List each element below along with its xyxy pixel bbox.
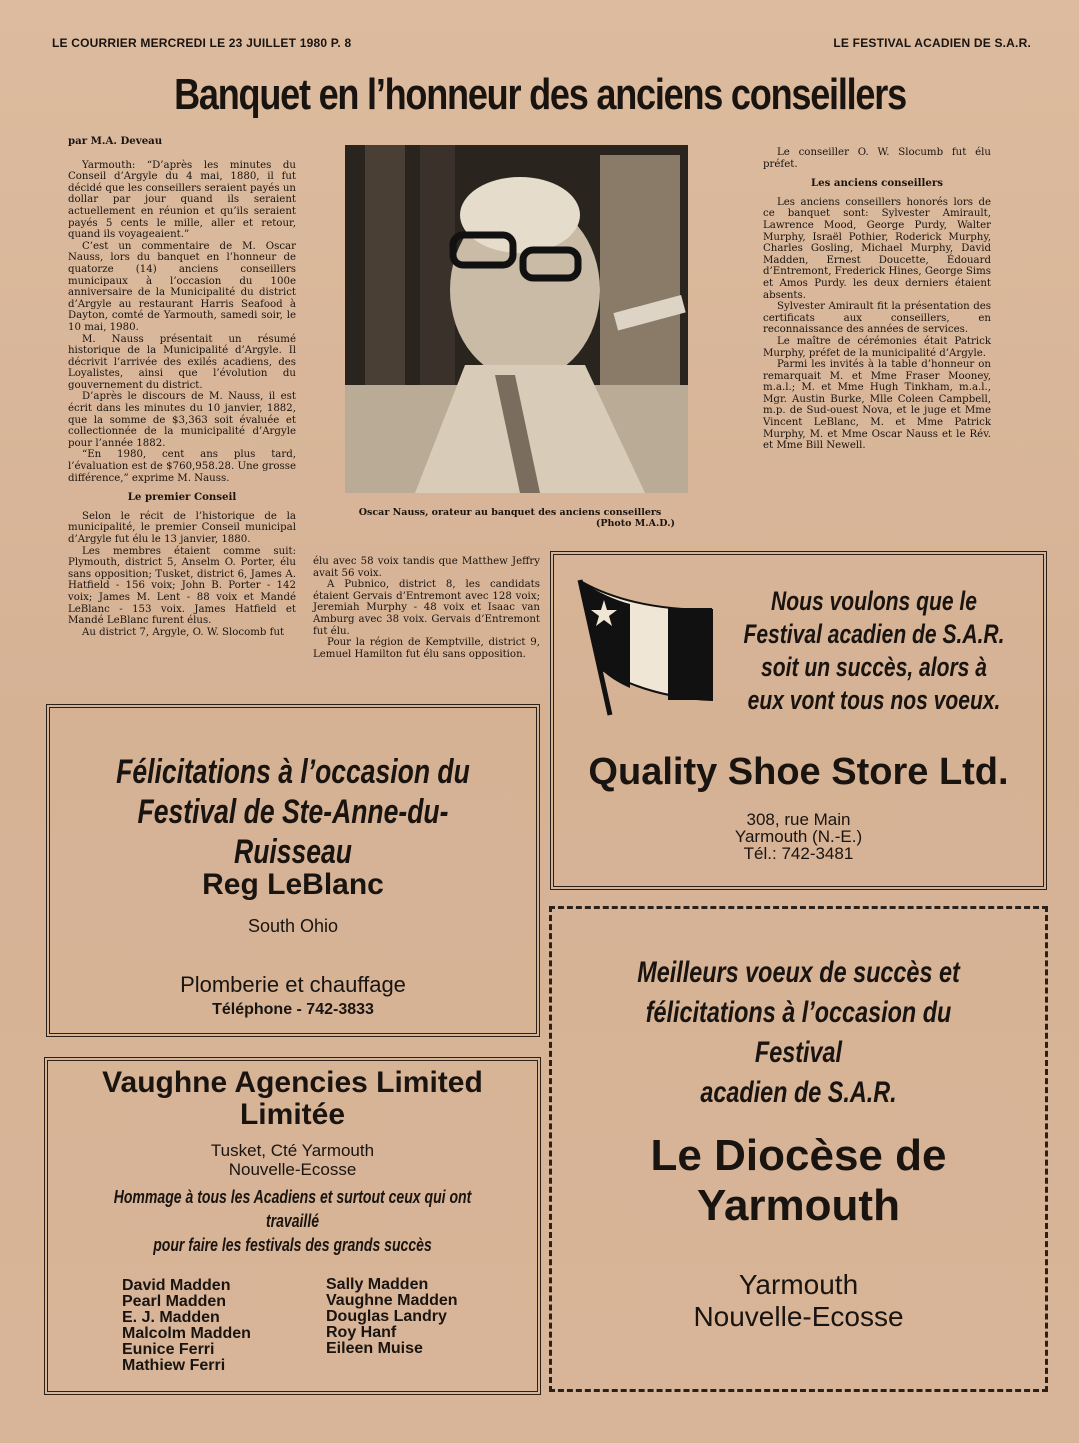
address-line: Yarmouth (N.-E.) bbox=[734, 827, 863, 846]
ad-diocese-yarmouth bbox=[549, 906, 1048, 1392]
article-headline: Banquet en l’honneur des anciens conseillers bbox=[174, 70, 906, 119]
address-line: Tusket, Cté Yarmouth bbox=[210, 1141, 375, 1160]
ad-quality-shoe-store bbox=[550, 551, 1047, 890]
name-item: Sally Madden bbox=[326, 1276, 429, 1293]
caption-text: Oscar Nauss, orateur au banquet des anciens conseillers bbox=[358, 507, 662, 518]
name-line: Vaughne Agencies Limited bbox=[102, 1066, 483, 1099]
name-item: Pearl Madden bbox=[122, 1293, 227, 1310]
name-line: Limitée bbox=[239, 1098, 346, 1131]
name-item: Mathiew Ferri bbox=[122, 1357, 226, 1374]
name-item: E. J. Madden bbox=[122, 1309, 220, 1326]
names-left bbox=[122, 1278, 251, 1374]
name-item: Douglas Landry bbox=[326, 1308, 447, 1325]
slogan-line: pour faire les festivals des grands succès bbox=[153, 1235, 432, 1255]
name-line: Le Diocèse de bbox=[650, 1131, 947, 1180]
paragraph: Selon le récit de l’historique de la municipalité, le premier Conseil municipal d’Argyle fut élu le 13 janvier, 1880. bbox=[68, 510, 296, 545]
paragraph: Pour la région de Kemptville, district 9, Lemuel Hamilton fut élu sans opposition. bbox=[313, 637, 540, 660]
name-item: Eunice Ferri bbox=[122, 1341, 215, 1358]
name-item: Malcolm Madden bbox=[122, 1325, 251, 1342]
slogan-line: Félicitations à l’occasion du bbox=[116, 753, 470, 791]
address-line: 308, rue Main bbox=[746, 810, 851, 829]
photo-caption bbox=[345, 507, 675, 529]
slogan-line: Meilleurs voeux de succès et bbox=[637, 956, 960, 989]
article-column-3 bbox=[763, 147, 991, 452]
photo-credit: (Photo M.A.D.) bbox=[595, 518, 675, 529]
slogan-line: Hommage à tous les Acadiens et surtout ceux qui ont travaillé bbox=[113, 1187, 472, 1231]
ad-slogan: Nous voulons que le Festival acadien de S.A.R. soit un succès, alors à eux vont tous nos voeux. bbox=[743, 586, 1005, 715]
ad-slogan bbox=[606, 953, 991, 1113]
article-column-2 bbox=[313, 556, 540, 660]
header-left: LE COURRIER MERCREDI LE 23 JUILLET 1980 P. 8 bbox=[52, 36, 352, 50]
paragraph: Le conseiller O. W. Slocumb fut élu préfet. bbox=[763, 147, 991, 170]
business-place: South Ohio bbox=[247, 916, 339, 936]
agency-name bbox=[48, 1067, 537, 1131]
name-line: Yarmouth bbox=[697, 1181, 900, 1230]
paragraph: Les membres étaient comme suit: Plymouth, district 5, Anselm O. Porter, élu sans opposition; Tusket, district 6, James A. Hatfield - 156 voix; John B. Porter - 142 voix; James M. Lent - 88 voix et Mandé LeBlanc - 153 voix. James Hatfield et Mandé LeBlanc furent élus. bbox=[68, 545, 296, 627]
paragraph: D’après le discours de M. Nauss, il est écrit dans les minutes du 10 janvier, 1882, que la somme de $3,363 soit évaluée et collectionnée de la municipalité d’Argyle pour l’année 1882. bbox=[68, 391, 296, 449]
store-name: Quality Shoe Store Ltd. bbox=[588, 751, 1009, 793]
name-item: Eileen Muise bbox=[326, 1340, 423, 1357]
paragraph: M. Nauss présentait un résumé historique de la Municipalité d’Argyle. Il décrivit l’arrivée des exilés acadiens, des Loyalistes, ainsi que l’évolution du gouvernement du district. bbox=[68, 333, 296, 391]
slogan-line: acadien de S.A.R. bbox=[700, 1076, 897, 1109]
name-item: David Madden bbox=[122, 1277, 231, 1294]
paragraph: Yarmouth: “D’après les minutes du Conseil d’Argyle du 4 mai, 1880, il fut décidé que les conseillers seraient payés un dollar par jour quand ils seraient actuellement en réunion et qu’ils seraient payés 5 cents le mille, aller et retour, quand ils voyageaient.” bbox=[68, 159, 296, 241]
portrait-image bbox=[345, 145, 688, 493]
subheading: Le premier Conseil bbox=[127, 491, 237, 504]
name-item: Roy Hanf bbox=[326, 1324, 397, 1341]
agency-address bbox=[48, 1141, 537, 1179]
diocese-place bbox=[552, 1269, 1045, 1333]
article-photo bbox=[345, 145, 688, 493]
paragraph: Sylvester Amirault fit la présentation des certificats aux conseillers, en reconnaissance des années de services. bbox=[763, 301, 991, 336]
paragraph: A Pubnico, district 8, les candidats étaient Gervais d’Entremont avec 128 voix; Jeremiah Murphy - 48 voix et Isaac van Amburg avec 38 voix. Gervais d’Entremont fut élu. bbox=[313, 579, 540, 637]
paragraph: “En 1980, cent ans plus tard, l’évaluation est de $760,958.28. Une grosse différence,” exprime M. Nauss. bbox=[68, 449, 296, 484]
byline: par M.A. Deveau bbox=[68, 135, 163, 147]
ad-reg-leblanc bbox=[46, 704, 540, 1037]
slogan-line: félicitations à l’occasion du Festival bbox=[645, 996, 952, 1069]
paragraph: Le maître de cérémonies était Patrick Murphy, préfet de la municipalité d’Argyle. bbox=[763, 335, 991, 359]
paragraph: Parmi les invités à la table d’honneur on remarquait M. et Mme Fraser Mooney, m.a.l.; M. et Mme Hugh Tinkham, m.a.l., Mgr. Austin Burke, Mlle Coleen Campbell, m.p. de Sud-ouest Nova, et le juge et Mme Vincent LeBlanc, M. et Mme Patrick Murphy, M. et Mme Oscar Nauss et le Rév. et Mme Bill Newell. bbox=[763, 359, 991, 452]
paragraph: Les anciens conseillers honorés lors de ce banquet sont: Sylvester Amirault, Lawrence Mood, George Purdy, Walter Murphy, Israël Pothier, Roderick Murphy, Charles Gosling, Michael Murphy, David Madden, Ernest Doucette, Édouard d’Entremont, Frederick Hines, George Sims et Amos Purdy. les deux derniers étaient absents. bbox=[763, 196, 991, 301]
ad-vaughne-agencies bbox=[44, 1057, 541, 1395]
header-right: LE FESTIVAL ACADIEN DE S.A.R. bbox=[833, 36, 1031, 50]
slogan-line: Festival de Ste-Anne-du-Ruisseau bbox=[137, 793, 449, 871]
phone-line: Téléphone - 742-3833 bbox=[212, 1001, 374, 1018]
paragraph: élu avec 58 voix tandis que Matthew Jeffry avait 56 voix. bbox=[313, 556, 540, 579]
paragraph: Au district 7, Argyle, O. W. Slocomb fut bbox=[82, 626, 285, 638]
names-right bbox=[326, 1277, 458, 1357]
address-line: Nouvelle-Ecosse bbox=[228, 1160, 357, 1179]
business-name: Reg LeBlanc bbox=[202, 868, 384, 901]
acadian-flag-icon bbox=[572, 570, 720, 720]
store-address bbox=[554, 811, 1043, 862]
paragraph: C’est un commentaire de M. Oscar Nauss, lors du banquet en l’honneur de quatorze (14) anciens conseillers municipaux à l’occasion du 100e anniversaire de la Municipalité du district d’Argyle au restaurant Harris Seafood à Dayton, comté de Yarmouth, samedi soir, le 10 mai, 1980. bbox=[68, 240, 296, 333]
place-line: Nouvelle-Ecosse bbox=[693, 1301, 904, 1332]
article-column-1 bbox=[68, 136, 296, 638]
name-item: Vaughne Madden bbox=[326, 1292, 458, 1309]
business-trade: Plomberie et chauffage bbox=[180, 972, 406, 997]
diocese-name bbox=[552, 1131, 1045, 1231]
phone-line: Tél.: 742-3481 bbox=[743, 844, 854, 863]
place-line: Yarmouth bbox=[738, 1269, 859, 1300]
ad-slogan bbox=[102, 1185, 483, 1257]
ad-slogan bbox=[103, 752, 482, 872]
subheading: Les anciens conseillers bbox=[811, 177, 943, 190]
